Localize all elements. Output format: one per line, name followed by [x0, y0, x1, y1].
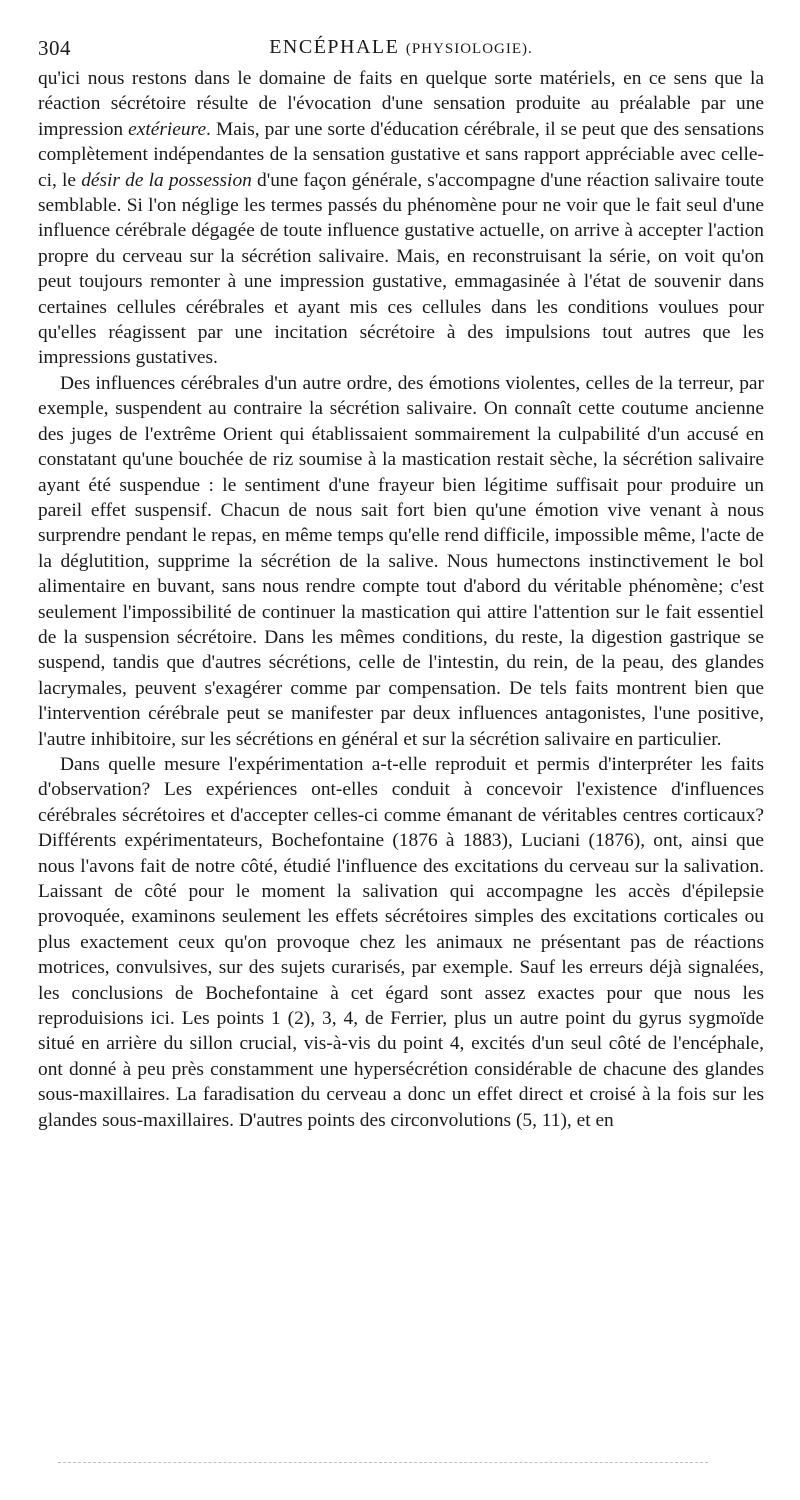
paragraph-1-part-3: d'une façon générale, s'accompagne d'une réaction salivaire toute semblable. Si l'on néglige les termes passés du phénomène pour ne voir que le fait seul d'une influence cérébrale dégagée de toute influence gustative actuelle, on arrive à accepter l'action propre du cerveau sur la sécrétion salivaire. Mais, en reconstruisant la série, on voit qu'on peut toujours remonter à une impression gustative, emmagasinée à l'état de souvenir dans certaines cellules cérébrales et ayant mis ces cellules dans les conditions voulues pour qu'elles réagissent par une incitation sécrétoire à des impulsions tout autres que les impressions gustatives. [38, 169, 765, 369]
paragraph-3: Dans quelle mesure l'expérimentation a-t-elle reproduit et permis d'interpréter les faits d'observation? Les expériences ont-elles conduit à concevoir l'existence d'influences cérébrales sécrétoires et d'accepter celles-ci comme émanant de véritables centres corticaux? Différents expérimentateurs, Bochefontaine (1876 à 1883), Luciani (1876), ont, ainsi que nous l'avons fait de notre côté, étudié l'influence des excitations du cerveau sur la salivation. Laissant de côté pour le moment la salivation qui accompagne les accès d'épilepsie provoquée, examinons seulement les effets sécrétoires simples des excitations corticales ou plus exactement ceux qu'on provoque chez les animaux ne présentant pas de réactions motrices, convulsives, sur des sujets curarisés, par exemple. Sauf les erreurs déjà signalées, les conclusions de Bochefontaine à cet égard sont assez exactes pour que nous les reproduisions ici. Les points 1 (2), 3, 4, de Ferrier, plus un autre point du gyrus sygmoïde situé en arrière du sillon crucial, vis-à-vis du point 4, excités d'un seul côté de l'encéphale, ont donné à peu près constamment une hypersécrétion considérable de chacune des glandes sous-maxillaires. La faradisation du cerveau a donc un effet direct et croisé à la fois sur les glandes sous-maxillaires. D'autres points des circonvolutions (5, 11), et en [38, 753, 764, 1131]
paragraph-2: Des influences cérébrales d'un autre ordre, des émotions violentes, celles de la terreur, par exemple, suspendent au contraire la sécrétion salivaire. On connaît cette coutume ancienne des juges de l'extrême Orient qui établissaient sommairement la culpabilité d'un accusé en constatant qu'une bouchée de riz soumise à la mastication restait sèche, la sécrétion salivaire ayant été suspendue : le sentiment d'une frayeur bien légitime suffisait pour produire un pareil effet suspensif. Chacun de nous sait fort bien qu'une émotion vive venant à nous surprendre pendant le repas, en même temps qu'elle rend difficile, impossible même, l'acte de la déglutition, supprime la sécrétion de la salive. Nous humectons instinctivement le bol alimentaire en buvant, sans nous rendre compte tout d'abord du véritable phénomène; c'est seulement l'impossibilité de continuer la mastication qui attire l'attention sur le fait essentiel de la suspension sécrétoire. Dans les mêmes conditions, du reste, la digestion gastrique se suspend, tandis que d'autres sécrétions, celle de l'intestin, du rein, de la peau, des glandes lacrymales, peuvent s'exagérer comme par compensation. De tels faits montrent bien que l'intervention cérébrale peut se manifester par deux influences antagonistes, l'une positive, l'autre inhibitoire, sur les sécrétions en général et sur la sécrétion salivaire en particulier. [38, 372, 764, 750]
page-number: 304 [38, 36, 71, 60]
paragraph-1-part-1: qu'ici nous restons dans le domaine de faits en quelque sorte matériels, en ce sens que la réaction sécrétoire résulte de l'évocation d'une sensation produite au préalable par une impression [38, 68, 764, 140]
paragraph-1-part-2: . Mais, par une sorte d'éducation cérébrale, il se peut que des sensations complètement indépendantes de la sensation gustative et sans rapport appréciable avec celle-ci, le [38, 118, 764, 191]
running-head [38, 36, 764, 64]
paragraph-1 [38, 66, 764, 371]
page-header-title [38, 36, 764, 59]
paragraph-1-italic-1: extérieure [128, 118, 207, 140]
body-text [38, 66, 764, 1133]
paragraph-1-italic-2: désir de la possession [81, 169, 252, 191]
footer-rule [58, 1462, 708, 1463]
header-title-sub: (PHYSIOLOGIE). [405, 41, 533, 57]
header-title-main: ENCÉPHALE [269, 36, 400, 58]
